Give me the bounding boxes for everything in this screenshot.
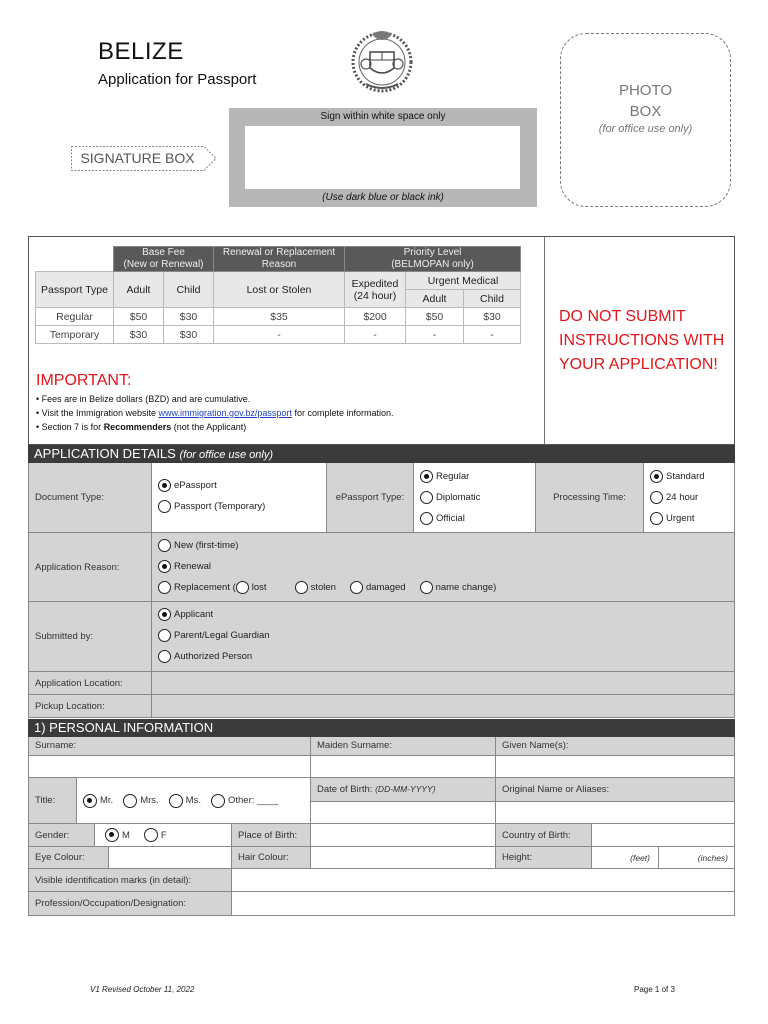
- option-mr[interactable]: Mr.: [83, 794, 113, 808]
- epassport-type-options: [414, 463, 536, 532]
- submitted-by-label: Submitted by:: [29, 602, 152, 671]
- option-urgent[interactable]: Urgent: [650, 508, 734, 529]
- note-section7: • Section 7 is for Recommenders (not the Applicant): [36, 422, 247, 432]
- option-authorized-person[interactable]: Authorized Person: [158, 646, 734, 667]
- cell-child: $30: [164, 308, 214, 326]
- gender-label: Gender:: [29, 824, 95, 846]
- coat-of-arms-emblem: [348, 26, 416, 94]
- processing-time-label: Processing Time:: [536, 463, 644, 532]
- cell-adult: $50: [114, 308, 164, 326]
- row-application-location: [29, 672, 734, 695]
- cell-reason: -: [214, 326, 345, 344]
- col-header-adult: Adult: [114, 272, 164, 308]
- application-reason-label: Application Reason:: [29, 533, 152, 601]
- note-fees: • Fees are in Belize dollars (BZD) and are cumulative.: [36, 394, 251, 404]
- maiden-surname-field[interactable]: Maiden Surname:: [311, 737, 496, 777]
- radio-empty-icon: [144, 828, 158, 842]
- do-not-submit-warning: DO NOT SUBMIT INSTRUCTIONS WITH YOUR APPLICATION!: [559, 308, 725, 373]
- cell-urgent-adult: $50: [406, 308, 464, 326]
- radio-selected-icon: [158, 560, 171, 573]
- photo-box-line2: BOX: [629, 103, 662, 120]
- submitted-by-options: [152, 602, 734, 671]
- cell-expedited: $200: [345, 308, 406, 326]
- cell-type: Regular: [36, 308, 114, 326]
- epassport-type-label: ePassport Type:: [327, 463, 414, 532]
- radio-empty-icon: [420, 491, 433, 504]
- radio-selected-icon: [158, 608, 171, 621]
- cell-reason: $35: [214, 308, 345, 326]
- radio-selected-icon: [158, 479, 171, 492]
- option-damaged[interactable]: damaged: [350, 581, 406, 594]
- radio-empty-icon: [420, 581, 433, 594]
- immigration-website-link[interactable]: www.immigration.gov.bz/passport: [158, 408, 292, 418]
- divider: [544, 237, 545, 444]
- row-pickup-location: [29, 695, 734, 718]
- fee-table: [35, 246, 521, 344]
- row-names: [29, 737, 734, 778]
- date-of-birth-field[interactable]: Date of Birth: (DD-MM-YYYY): [311, 778, 496, 823]
- radio-selected-icon: [650, 470, 663, 483]
- col-header-urgent-adult: Adult: [406, 290, 464, 308]
- cell-expedited: -: [345, 326, 406, 344]
- signature-area: [229, 108, 537, 207]
- fee-row-temporary: [36, 326, 521, 344]
- original-name-field[interactable]: Original Name or Aliases:: [496, 778, 734, 823]
- ink-instruction: (Use dark blue or black ink): [322, 192, 444, 203]
- application-location-label: Application Location:: [29, 672, 152, 694]
- cell-type: Temporary: [36, 326, 114, 344]
- row-gender-birth: [29, 824, 734, 847]
- form-title: Application for Passport: [98, 71, 257, 88]
- option-applicant[interactable]: Applicant: [158, 604, 734, 625]
- profession-field[interactable]: [232, 892, 734, 915]
- row-eye-hair-height: [29, 847, 734, 869]
- country-name: BELIZE: [98, 38, 184, 65]
- fee-row-regular: [36, 308, 521, 326]
- height-inches-field[interactable]: (inches): [659, 847, 734, 868]
- cell-urgent-child: -: [464, 326, 521, 344]
- photo-box: [560, 33, 731, 207]
- radio-empty-icon: [236, 581, 249, 594]
- option-parent-guardian[interactable]: Parent/Legal Guardian: [158, 625, 734, 646]
- col-header-passport-type: Passport Type: [36, 272, 114, 308]
- eye-colour-field[interactable]: [109, 847, 232, 868]
- radio-empty-icon: [158, 500, 171, 513]
- radio-empty-icon: [158, 650, 171, 663]
- note-website: • Visit the Immigration website www.immigration.gov.bz/passport for complete information.: [36, 408, 394, 418]
- height-feet-field[interactable]: (feet): [592, 847, 659, 868]
- given-names-field[interactable]: Given Name(s):: [496, 737, 734, 777]
- row-submitted-by: [29, 602, 734, 672]
- identification-marks-label: Visible identification marks (in detail):: [29, 869, 232, 891]
- radio-empty-icon: [158, 539, 171, 552]
- personal-info-section: [28, 737, 735, 916]
- cell-urgent-adult: -: [406, 326, 464, 344]
- application-reason-options: [152, 533, 734, 601]
- option-stolen[interactable]: stolen: [295, 581, 336, 594]
- title-label: Title:: [29, 778, 77, 823]
- hair-colour-field[interactable]: [311, 847, 496, 868]
- cell-child: $30: [164, 326, 214, 344]
- option-lost[interactable]: lost: [236, 581, 267, 594]
- option-official[interactable]: Official: [420, 508, 535, 529]
- col-header-child: Child: [164, 272, 214, 308]
- option-replacement[interactable]: Replacement (: [158, 581, 236, 594]
- country-of-birth-label: Country of Birth:: [496, 824, 592, 846]
- radio-empty-icon: [650, 512, 663, 525]
- country-of-birth-field[interactable]: [592, 824, 734, 846]
- page-number: Page 1 of 3: [634, 985, 675, 994]
- photo-box-line1: PHOTO: [618, 82, 673, 99]
- radio-empty-icon: [123, 794, 137, 808]
- place-of-birth-label: Place of Birth:: [232, 824, 311, 846]
- fee-info-box: [28, 236, 735, 445]
- hair-colour-label: Hair Colour:: [232, 847, 311, 868]
- option-other[interactable]: Other: ____: [211, 794, 278, 808]
- radio-empty-icon: [169, 794, 183, 808]
- col-header-urgent: Urgent Medical: [406, 272, 521, 290]
- option-epassport[interactable]: ePassport: [158, 475, 326, 496]
- pickup-location-field[interactable]: [152, 695, 734, 717]
- eye-colour-label: Eye Colour:: [29, 847, 109, 868]
- radio-empty-icon: [420, 512, 433, 525]
- row-marks: [29, 869, 734, 892]
- row-profession: [29, 892, 734, 916]
- title-options: [77, 778, 311, 823]
- cell-urgent-child: $30: [464, 308, 521, 326]
- profession-label: Profession/Occupation/Designation:: [29, 892, 232, 915]
- application-details-header: APPLICATION DETAILS (for office use only): [28, 445, 735, 463]
- radio-selected-icon: [420, 470, 433, 483]
- group-header-reason: Renewal or Replacement Reason: [214, 247, 345, 272]
- row-document-type: [29, 463, 734, 533]
- place-of-birth-field[interactable]: [311, 824, 496, 846]
- height-label: Height:: [496, 847, 592, 868]
- signature-box-label: [71, 146, 216, 170]
- col-header-reason: Lost or Stolen: [214, 272, 345, 308]
- identification-marks-field[interactable]: [232, 869, 734, 891]
- signature-box-text: SIGNATURE BOX: [80, 150, 195, 166]
- radio-empty-icon: [211, 794, 225, 808]
- option-replacement-group: [158, 577, 734, 598]
- option-mrs[interactable]: Mrs.: [123, 794, 158, 808]
- radio-empty-icon: [158, 629, 171, 642]
- radio-empty-icon: [158, 581, 171, 594]
- option-passport-temporary[interactable]: Passport (Temporary): [158, 496, 326, 517]
- gender-options: [95, 824, 232, 846]
- application-details-section: [28, 463, 735, 718]
- option-male[interactable]: M: [105, 828, 130, 842]
- radio-empty-icon: [650, 491, 663, 504]
- col-header-expedited: Expedited (24 hour): [345, 272, 406, 308]
- application-location-field[interactable]: [152, 672, 734, 694]
- option-regular[interactable]: Regular: [420, 466, 535, 487]
- row-title-dob: [29, 778, 734, 824]
- cell-adult: $30: [114, 326, 164, 344]
- option-new[interactable]: New (first-time): [158, 535, 734, 556]
- revision-note: V1 Revised October 11, 2022: [90, 985, 195, 994]
- col-header-urgent-child: Child: [464, 290, 521, 308]
- option-24-hour[interactable]: 24 hour: [650, 487, 734, 508]
- group-header-base-fee: Base Fee (New or Renewal): [114, 247, 214, 272]
- pickup-location-label: Pickup Location:: [29, 695, 152, 717]
- option-name-change[interactable]: name change): [420, 581, 497, 594]
- row-application-reason: [29, 533, 734, 602]
- radio-empty-icon: [350, 581, 363, 594]
- processing-time-options: [644, 463, 734, 532]
- photo-box-note: (for office use only): [598, 123, 693, 135]
- option-renewal[interactable]: Renewal: [158, 556, 734, 577]
- radio-empty-icon: [295, 581, 308, 594]
- important-heading: IMPORTANT:: [36, 372, 132, 389]
- signature-field[interactable]: [245, 126, 520, 189]
- radio-selected-icon: [105, 828, 119, 842]
- option-standard[interactable]: Standard: [650, 466, 734, 487]
- option-ms[interactable]: Ms.: [169, 794, 201, 808]
- option-female[interactable]: F: [144, 828, 167, 842]
- signature-instruction: Sign within white space only: [320, 111, 446, 122]
- option-diplomatic[interactable]: Diplomatic: [420, 487, 535, 508]
- radio-selected-icon: [83, 794, 97, 808]
- personal-info-header: 1) PERSONAL INFORMATION: [28, 719, 735, 737]
- important-notes: [36, 392, 393, 434]
- surname-field[interactable]: Surname:: [29, 737, 311, 777]
- document-type-options: [152, 463, 327, 532]
- document-type-label: Document Type:: [29, 463, 152, 532]
- group-header-priority: Priority Level (BELMOPAN only): [345, 247, 521, 272]
